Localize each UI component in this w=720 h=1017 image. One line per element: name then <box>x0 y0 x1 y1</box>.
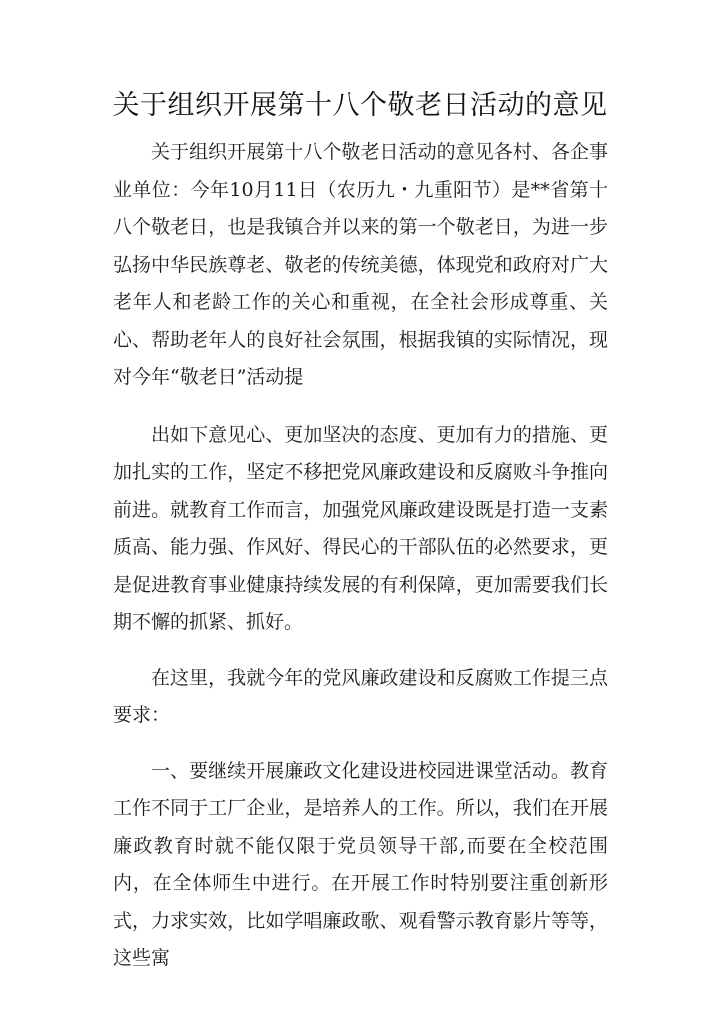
paragraph-1: 关于组织开展第十八个敬老日活动的意见各村、各企事业单位：今年10月11日（农历九・九重阳节）是**省第十八个敬老日，也是我镇合并以来的第一个敬老日，为进一步弘扬中华民族尊老、敬老的传统美德，体现党和政府对广大老年人和老龄工作的关心和重视，在全社会形成尊重、关心、帮助老年人的良好社会氛围，根据我镇的实际情况，现对今年“敬老日”活动提 <box>113 141 608 388</box>
paragraph-3: 在这里，我就今年的党风廉政建设和反腐败工作提三点要求： <box>113 666 608 726</box>
paragraph-2: 出如下意见心、更加坚决的态度、更加有力的措施、更加扎实的工作，坚定不移把党风廉政建设和反腐败斗争推向前进。就教育工作而言，加强党风廉政建设既是打造一支素质高、能力强、作风好、得民心的干部队伍的必然要求，更是促进教育事业健康持续发展的有利保障，更加需要我们长期不懈的抓紧、抓好。 <box>113 423 608 633</box>
document-title: 关于组织开展第十八个敬老日活动的意见 <box>112 90 608 121</box>
paragraph-4: 一、要继续开展廉政文化建设进校园进课堂活动。教育工作不同于工厂企业，是培养人的工作。所以，我们在开展廉政教育时就不能仅限于党员领导干部,而要在全校范围内，在全体师生中进行。在开展工作时特别要注重创新形式，力求实效，比如学唱廉政歌、观看警示教育影片等等，这些寓 <box>113 759 608 969</box>
document-body <box>113 134 608 978</box>
